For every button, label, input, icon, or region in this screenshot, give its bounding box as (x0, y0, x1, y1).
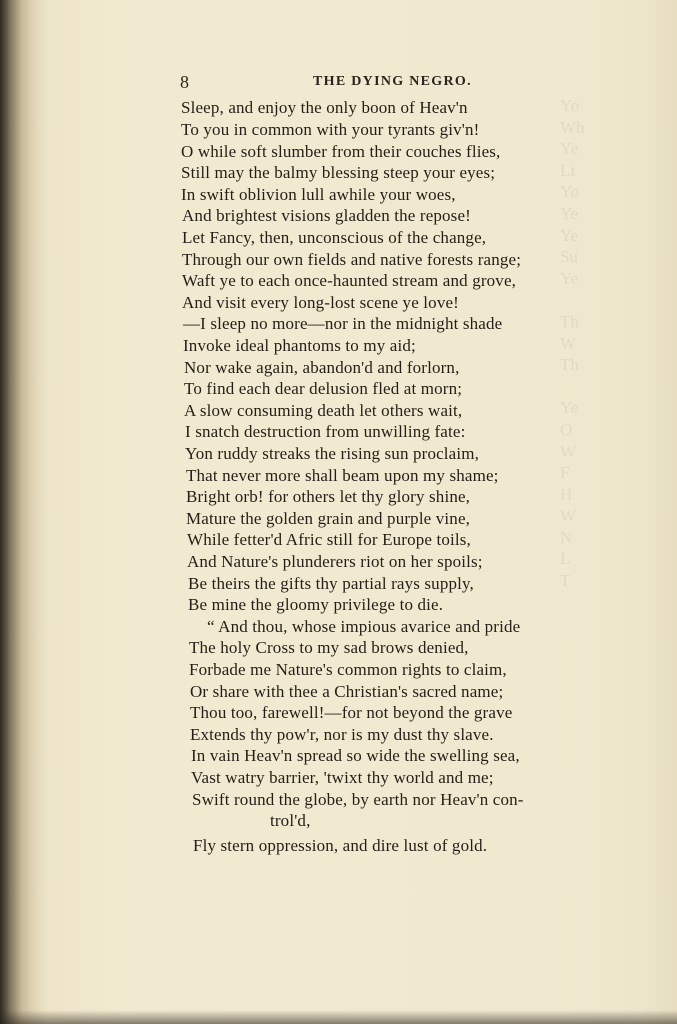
poem-line: —I sleep no more—nor in the midnight shade (183, 314, 503, 333)
poem-line: I snatch destruction from unwilling fate: (185, 422, 466, 441)
poem-line: Be theirs the gifts thy partial rays supply, (188, 574, 474, 593)
page-bottom-shadow (0, 1010, 677, 1024)
poem-line: “ And thou, whose impious avarice and pride (207, 617, 521, 636)
poem-line: Let Fancy, then, unconscious of the change, (182, 228, 487, 247)
poem-line: Swift round the globe, by earth nor Heav'n con- (192, 790, 524, 809)
poem-line: Nor wake again, abandon'd and forlorn, (184, 358, 460, 377)
running-title: THE DYING NEGRO. (313, 74, 472, 89)
poem-line: And Nature's plunderers riot on her spoils; (187, 552, 483, 571)
poem-line: Vast watry barrier, 'twixt thy world and me; (191, 768, 494, 787)
poem-line: trol'd, (270, 811, 311, 830)
poem-line: That never more shall beam upon my shame; (186, 466, 499, 485)
poem-line: O while soft slumber from their couches flies, (181, 142, 501, 161)
poem-line: Bright orb! for others let thy glory shine, (186, 487, 471, 506)
poem-line: Mature the golden grain and purple vine, (186, 509, 471, 528)
poem-line: A slow consuming death let others wait, (184, 401, 463, 420)
poem-line: To find each dear delusion fled at morn; (184, 379, 463, 398)
poem-line: To you in common with your tyrants giv'n! (181, 120, 480, 139)
poem-line: Forbade me Nature's common rights to claim, (189, 660, 507, 679)
poem-line: And brightest visions gladden the repose! (182, 206, 471, 225)
poem-line: Yon ruddy streaks the rising sun proclaim, (185, 444, 480, 463)
poem-line: In swift oblivion lull awhile your woes, (181, 185, 456, 204)
poem-line: Still may the balmy blessing steep your eyes; (181, 163, 496, 182)
poem-line: The holy Cross to my sad brows denied, (189, 638, 469, 657)
poem-line: Through our own fields and native forests range; (182, 250, 522, 269)
poem-line: Be mine the gloomy privilege to die. (188, 595, 444, 614)
poem-line: Fly stern oppression, and dire lust of gold. (193, 836, 488, 855)
page-header (180, 72, 560, 94)
poem-line: Sleep, and enjoy the only boon of Heav'n (181, 98, 468, 117)
book-gutter-shadow (0, 0, 38, 1024)
poem-line: Invoke ideal phantoms to my aid; (183, 336, 416, 355)
poem-line: In vain Heav'n spread so wide the swelling sea, (191, 746, 520, 765)
poem-line: While fetter'd Afric still for Europe toils, (187, 530, 471, 549)
page-number: 8 (180, 72, 189, 92)
poem-line: Waft ye to each once-haunted stream and grove, (182, 271, 517, 290)
poem-line: And visit every long-lost scene ye love! (182, 293, 459, 312)
poem-line: Extends thy pow'r, nor is my dust thy slave. (190, 725, 494, 744)
bleed-through-text: Yo Wh Ye Li Yo Ye Ye Su Ye Th W Th Ye O W F H W N L T (560, 96, 585, 591)
poem-line: Thou too, farewell!—for not beyond the grave (190, 703, 513, 722)
poem-line: Or share with thee a Christian's sacred name; (190, 682, 504, 701)
